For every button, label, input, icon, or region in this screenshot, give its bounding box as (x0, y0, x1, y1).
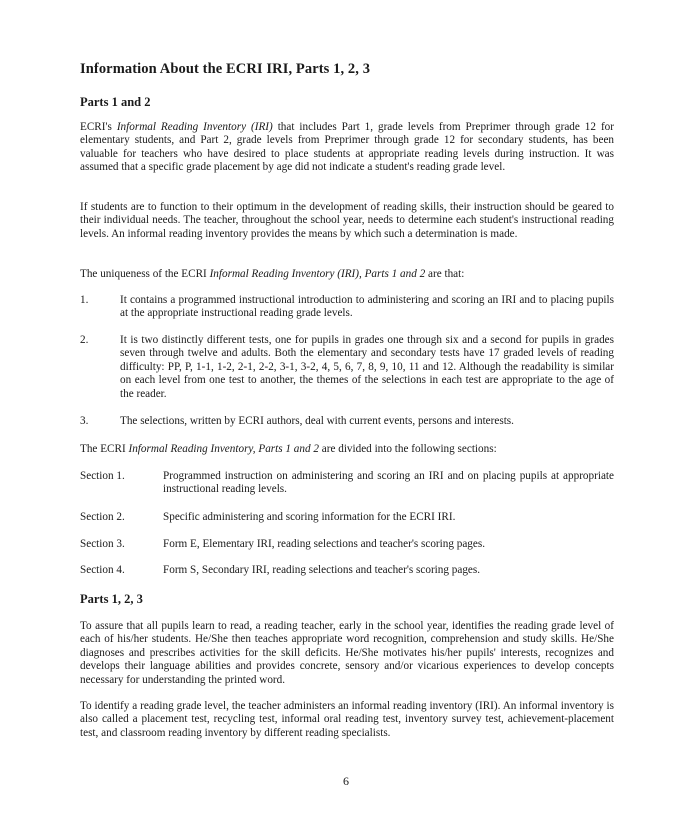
paragraph-assure-pupils: To assure that all pupils learn to read, a reading teacher, early in the school year, identifies the reading grade level of each of his/her students. He/She then teaches appropriate word recognition, comprehension and study skills. He/She diagnoses and prescribes activities for the skill deficits. He/She motivates his/her pupils' interests, recognizes and develops their language abilities and provides concrete, sensory and/or vicarious experiences to develop concepts necessary for understanding the printed word. (80, 620, 614, 686)
sections-text-pre: The ECRI (80, 443, 129, 455)
list-number: 3. (80, 415, 89, 427)
section-label: Section 1. (80, 470, 125, 482)
paragraph-divided-sections (80, 443, 614, 456)
intro-title-italic: Informal Reading Inventory (IRI) (116, 121, 273, 133)
paragraph-identify-grade-level: To identify a reading grade level, the teacher administers an informal reading inventory (IRI). An informal inventory is also called a placement test, recycling test, informal oral reading test, inventory survey test, achievement-placement test, and classroom reading inventory by different reading specialists. (80, 700, 614, 739)
heading-parts-1-and-2: Parts 1 and 2 (80, 95, 151, 109)
section-label: Section 3. (80, 538, 125, 550)
sections-text-post: are divided into the following sections: (318, 443, 497, 455)
intro-text-pre: ECRI's (80, 121, 117, 133)
uniqueness-title-italic: Informal Reading Inventory (IRI), Parts 1 and 2 (209, 268, 426, 280)
intro-text-post: that includes Part 1, grade levels from Preprimer through grade 12 for elementary students, and Part 2, grade levels from Preprimer through grade 12 for secondary students, has been valuable for teachers who have desired to place students at appropriate reading levels during instruction. It was assumed that a specific grade placement by age did not indicate a student's reading grade level. (80, 121, 614, 174)
page-title: Information About the ECRI IRI, Parts 1, 2, 3 (80, 61, 371, 77)
section-description: Programmed instruction on administering and scoring an IRI and on placing pupils at appropriate instructional reading levels. (163, 470, 614, 496)
section-description: Form E, Elementary IRI, reading selections and teacher's scoring pages. (163, 538, 485, 550)
paragraph-optimum-function: If students are to function to their optimum in the development of reading skills, their instruction should be geared to their individual needs. The teacher, throughout the school year, needs to determine each student's instructional reading levels. An informal reading inventory provides the means by which such a determination is made. (80, 201, 614, 240)
section-label: Section 4. (80, 564, 125, 576)
section-description: Specific administering and scoring information for the ECRI IRI. (163, 511, 456, 523)
section-description: Form S, Secondary IRI, reading selections and teacher's scoring pages. (163, 564, 481, 576)
uniqueness-text-pre: The uniqueness of the ECRI (80, 268, 210, 280)
uniqueness-text-post: are that: (425, 268, 465, 280)
paragraph-uniqueness (80, 268, 614, 281)
list-text: The selections, written by ECRI authors, deal with current events, persons and interests. (120, 415, 514, 427)
section-label: Section 2. (80, 511, 125, 523)
heading-parts-1-2-3: Parts 1, 2, 3 (80, 592, 143, 606)
list-number: 2. (80, 334, 89, 346)
list-text: It contains a programmed instructional introduction to administering and scoring an IRI and to placing pupils at the appropriate instructional reading grade levels. (120, 294, 614, 320)
sections-title-italic: Informal Reading Inventory, Parts 1 and 2 (128, 443, 319, 455)
paragraph-ecri-iri-intro (80, 121, 614, 175)
list-number: 1. (80, 294, 89, 306)
list-text: It is two distinctly different tests, one for pupils in grades one through six and a second for pupils in grades seven through twelve and adults. Both the elementary and secondary tests have 17 graded levels of reading difficulty: PP, P, 1-1, 1-2, 2-1, 2-2, 3-1, 3-2, 4, 5, 6, 7, 8, 9, 10, 11 and 12. Although the readability is similar on each level from one test to another, the themes of the selections in each test are appropriate to the age of the reader. (120, 334, 614, 400)
page-number: 6 (343, 774, 349, 788)
